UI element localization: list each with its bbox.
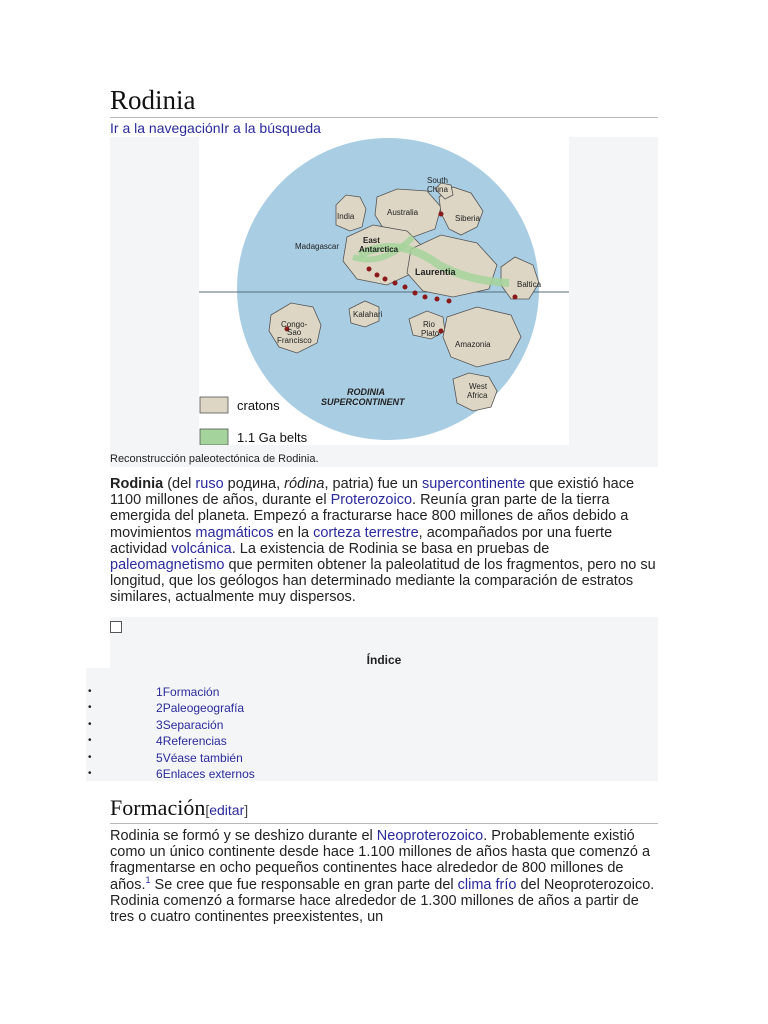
page-title: Rodinia [110, 84, 658, 118]
label-rodinia: RODINIA [347, 387, 385, 397]
jump-search-link[interactable]: Ir a la búsqueda [220, 120, 321, 136]
link-clima-frio[interactable]: clima frío [457, 876, 517, 893]
table-of-contents [88, 617, 658, 781]
amazonia-craton [443, 307, 521, 367]
toc-bullet: • [88, 686, 92, 697]
label-india: India [337, 212, 355, 221]
label-australia: Australia [387, 208, 419, 217]
label-west-africa: West [469, 382, 488, 391]
toc-bullet: • [88, 718, 92, 730]
label-south-china-2: China [427, 185, 448, 194]
toc-link-separacion[interactable]: 3Separación [156, 717, 224, 732]
link-ruso[interactable]: ruso [195, 476, 224, 492]
section-heading-text: Formación [110, 795, 206, 820]
toc-title: Índice [366, 653, 402, 667]
label-siberia: Siberia [455, 214, 480, 223]
label-rio-plato-2: Plato [421, 329, 440, 338]
link-volcanica[interactable]: volcánica [171, 540, 232, 557]
reference-link[interactable]: 1 [145, 874, 151, 885]
label-amazonia: Amazonia [455, 340, 491, 349]
link-proterozoico[interactable]: Proterozoico [330, 492, 413, 509]
toc-link-referencias[interactable]: 4Referencias [156, 734, 227, 749]
toc-link-paleogeografia[interactable]: 2Paleogeografía [156, 701, 245, 716]
label-east-antarctica: East [363, 236, 380, 245]
label-west-africa-2: Africa [467, 391, 488, 400]
edit-section-link[interactable]: editar [209, 802, 245, 818]
label-baltica: Baltica [517, 280, 542, 289]
link-magmaticos[interactable]: magmáticos [195, 524, 274, 541]
toc-bullet: • [88, 702, 92, 714]
toc-link-vease-tambien[interactable]: 5Véase también [156, 750, 243, 765]
legend-label-belts: 1.1 Ga belts [237, 430, 308, 445]
legend-swatch-cratons [200, 397, 228, 413]
jump-links [110, 120, 321, 136]
label-south-china: South [427, 176, 448, 185]
link-corteza-terrestre[interactable]: corteza terrestre [313, 524, 419, 541]
label-laurentia: Laurentia [415, 267, 456, 277]
label-madagascar: Madagascar [295, 242, 340, 251]
toc-bullet: • [88, 751, 92, 763]
link-paleomagnetismo[interactable]: paleomagnetismo [110, 557, 225, 574]
toc-bullet: • [88, 767, 92, 779]
toc-bullet: • [88, 735, 92, 747]
label-congo-3: Francisco [277, 336, 312, 345]
jump-nav-link[interactable]: Ir a la navegación [110, 120, 221, 136]
toc-toggle-checkbox[interactable] [110, 621, 122, 633]
formacion-paragraph: Rodinia se formó y se deshizo durante el Neoproterozoico. Probablemente existió como un único continente desde hace 1.100 millones de años hasta que comenzó a fragmentarse en ocho pequeños continentes hace alrededor de 800 millones de años.$^1$ Se cree que fue responsable en gran parte del clima frío del Neoproterozoico. Rodinia comenzó a formarse hace alrededor de 1.300 millones de años a partir de tres o cuatro continentes preexistentes, un [110, 828, 655, 926]
label-rio-plato: Rio [423, 320, 436, 329]
figure-caption: Reconstrucción paleotectónica de Rodinia. [110, 453, 319, 465]
label-supercontinent: SUPERCONTINENT [321, 397, 405, 407]
label-kalahari: Kalahari [353, 310, 383, 319]
label-east-antarctica-2: Antarctica [359, 245, 399, 254]
legend-swatch-belts [200, 429, 228, 445]
link-supercontinente[interactable]: supercontinente [422, 476, 526, 492]
label-congo: Congo- [281, 320, 308, 329]
intro-paragraph: Rodinia (del ruso родина, ródina, patria) fue un supercontinente que existió hace 1100 millones de años, durante el Proterozoico. Reunía gran parte de la tierra emergida del planeta. Empezó a fracturarse hace 800 millones de años debido a movimientos magmáticos en la corteza terrestre, acompañados por una fuerte actividad volcánica. La existencia de Rodinia se basa en pruebas de paleomagnetismo que permiten obtener la paleolatitud de los fragmentos, pero no su longitud, que los geólogos han determinado mediante la comparación de estratos similares, actualmente muy dispersos. [110, 476, 656, 606]
edit-section-bracket: [editar] [205, 802, 249, 818]
legend-label-cratons: cratons [237, 398, 280, 413]
toc-link-enlaces-externos[interactable]: 6Enlaces externos [156, 766, 255, 781]
label-congo-2: Sao [287, 328, 302, 337]
rodinia-map [199, 137, 569, 445]
section-heading-formacion [110, 795, 658, 824]
link-neoproterozoico[interactable]: Neoproterozoico [376, 828, 484, 844]
figure [110, 137, 658, 467]
toc-link-formacion[interactable]: 1Formación [156, 685, 220, 699]
intro-bold: Rodinia [110, 476, 164, 492]
